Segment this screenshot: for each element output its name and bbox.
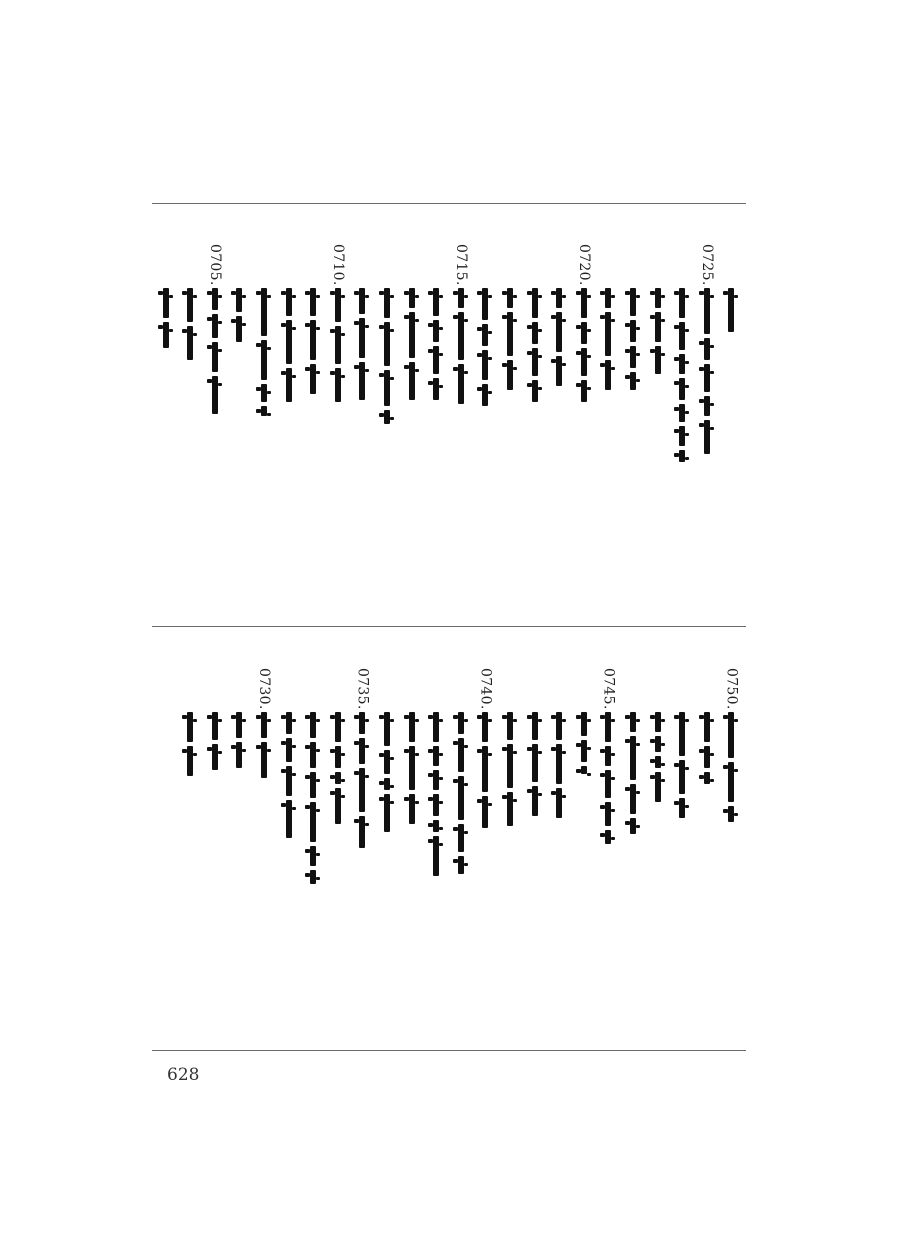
mongolian-script-line bbox=[212, 712, 218, 774]
mongolian-script-line bbox=[482, 288, 488, 410]
mongolian-script-line bbox=[679, 712, 685, 822]
script-word bbox=[630, 784, 636, 814]
script-word bbox=[507, 288, 513, 308]
text-column bbox=[573, 244, 595, 406]
script-word bbox=[236, 316, 242, 342]
script-word bbox=[212, 376, 218, 414]
mongolian-script-line bbox=[482, 712, 488, 832]
script-word bbox=[704, 772, 710, 784]
script-word bbox=[458, 824, 464, 852]
script-word bbox=[655, 736, 661, 752]
mongolian-script-line bbox=[679, 288, 685, 466]
script-word bbox=[728, 712, 734, 758]
mongolian-script-line bbox=[335, 712, 341, 828]
script-word bbox=[236, 288, 242, 312]
mongolian-script-line bbox=[409, 712, 415, 828]
mongolian-script-line bbox=[409, 288, 415, 404]
script-word bbox=[605, 802, 611, 826]
text-column bbox=[647, 244, 669, 378]
bottom-rule bbox=[152, 1050, 746, 1051]
mongolian-script-line bbox=[507, 288, 513, 394]
mongolian-script-line bbox=[556, 712, 562, 822]
mongolian-script-line bbox=[507, 712, 513, 830]
mongolian-script-line bbox=[187, 288, 193, 364]
script-word bbox=[482, 324, 488, 346]
script-word bbox=[261, 742, 267, 778]
script-word bbox=[433, 820, 439, 832]
text-column bbox=[253, 244, 275, 420]
script-word bbox=[261, 712, 267, 738]
script-word bbox=[605, 746, 611, 766]
mongolian-script-line bbox=[310, 712, 316, 888]
script-word bbox=[359, 712, 365, 734]
text-column bbox=[327, 668, 349, 828]
script-word bbox=[310, 742, 316, 768]
script-word bbox=[335, 288, 341, 322]
text-column bbox=[179, 668, 201, 780]
mongolian-script-line bbox=[581, 288, 587, 406]
text-column bbox=[622, 244, 644, 394]
text-column bbox=[351, 668, 373, 852]
text-column bbox=[155, 244, 177, 352]
script-word bbox=[433, 378, 439, 400]
mongolian-script-line bbox=[359, 288, 365, 404]
text-column bbox=[401, 244, 423, 404]
script-word bbox=[556, 712, 562, 740]
script-word bbox=[581, 712, 587, 736]
mongolian-script-line bbox=[163, 288, 169, 352]
script-word bbox=[679, 354, 685, 374]
script-word bbox=[704, 712, 710, 742]
mongolian-script-line bbox=[728, 712, 734, 826]
text-column bbox=[548, 668, 570, 822]
script-word bbox=[728, 806, 734, 822]
script-word bbox=[556, 744, 562, 784]
script-word bbox=[409, 712, 415, 742]
text-column bbox=[548, 244, 570, 390]
text-column bbox=[376, 668, 398, 836]
script-word bbox=[630, 288, 636, 316]
mongolian-script-line bbox=[630, 712, 636, 838]
script-word bbox=[433, 346, 439, 374]
script-word bbox=[507, 792, 513, 826]
script-word bbox=[482, 288, 488, 320]
script-word bbox=[335, 772, 341, 784]
mongolian-script-line bbox=[581, 712, 587, 778]
script-word bbox=[630, 818, 636, 834]
script-word bbox=[384, 794, 390, 832]
mongolian-script-line bbox=[187, 712, 193, 780]
text-column bbox=[671, 244, 693, 466]
script-word bbox=[605, 712, 611, 742]
script-word bbox=[261, 340, 267, 380]
script-word bbox=[286, 712, 292, 734]
script-word bbox=[704, 338, 710, 360]
text-column bbox=[696, 244, 718, 458]
text-column bbox=[474, 668, 496, 832]
line-number: 0750. bbox=[723, 668, 740, 710]
script-word bbox=[409, 288, 415, 308]
script-word bbox=[630, 736, 636, 780]
script-word bbox=[384, 370, 390, 406]
text-column bbox=[302, 668, 324, 888]
script-word bbox=[261, 288, 267, 336]
script-word bbox=[384, 778, 390, 790]
script-word bbox=[458, 312, 464, 360]
script-word bbox=[212, 744, 218, 770]
script-word bbox=[335, 712, 341, 742]
script-word bbox=[556, 288, 562, 308]
mongolian-script-line bbox=[458, 288, 464, 408]
script-word bbox=[679, 450, 685, 462]
text-column bbox=[179, 244, 201, 364]
script-word bbox=[310, 870, 316, 884]
script-word bbox=[310, 802, 316, 842]
mongolian-script-line bbox=[212, 288, 218, 418]
script-word bbox=[679, 798, 685, 818]
script-word bbox=[212, 314, 218, 338]
script-word bbox=[532, 322, 538, 344]
script-word bbox=[532, 744, 538, 782]
script-word bbox=[704, 746, 710, 768]
text-column bbox=[499, 668, 521, 830]
top-rule bbox=[152, 203, 746, 204]
script-word bbox=[212, 288, 218, 310]
script-word bbox=[187, 712, 193, 742]
text-column bbox=[573, 668, 595, 778]
script-word bbox=[433, 320, 439, 342]
mongolian-script-line bbox=[384, 712, 390, 836]
script-word bbox=[359, 768, 365, 812]
script-word bbox=[630, 372, 636, 390]
script-word bbox=[679, 426, 685, 446]
text-column bbox=[253, 668, 275, 782]
mongolian-script-line bbox=[359, 712, 365, 852]
mongolian-script-line bbox=[605, 288, 611, 394]
script-word bbox=[335, 746, 341, 768]
script-word bbox=[458, 776, 464, 820]
text-column bbox=[425, 244, 447, 404]
script-word bbox=[384, 410, 390, 424]
script-word bbox=[433, 794, 439, 816]
middle-rule bbox=[152, 626, 746, 627]
script-word bbox=[286, 368, 292, 402]
line-number: 0730. bbox=[256, 668, 272, 710]
script-word bbox=[630, 346, 636, 368]
mongolian-script-line bbox=[704, 288, 710, 458]
mongolian-script-line bbox=[532, 288, 538, 406]
script-word bbox=[310, 772, 316, 798]
line-number: 0745. bbox=[600, 668, 617, 710]
line-number: 0705. bbox=[206, 244, 223, 286]
script-word bbox=[605, 288, 611, 308]
script-word bbox=[359, 816, 365, 848]
text-column bbox=[720, 668, 742, 826]
text-column bbox=[450, 244, 472, 408]
script-word bbox=[679, 760, 685, 794]
text-column bbox=[401, 668, 423, 828]
script-word bbox=[704, 288, 710, 334]
script-word bbox=[359, 738, 365, 764]
text-column bbox=[376, 244, 398, 428]
script-word bbox=[532, 380, 538, 402]
script-word bbox=[581, 380, 587, 402]
script-word bbox=[507, 360, 513, 390]
script-word bbox=[507, 744, 513, 788]
line-number: 0735. bbox=[354, 668, 371, 710]
script-word bbox=[704, 420, 710, 454]
script-word bbox=[605, 770, 611, 798]
script-word bbox=[482, 712, 488, 742]
script-word bbox=[655, 346, 661, 374]
script-word bbox=[359, 362, 365, 400]
script-word bbox=[310, 364, 316, 394]
text-column bbox=[622, 668, 644, 838]
mongolian-script-line bbox=[556, 288, 562, 390]
script-word bbox=[630, 320, 636, 342]
script-word bbox=[409, 312, 415, 358]
script-word bbox=[482, 796, 488, 828]
script-word bbox=[556, 312, 562, 352]
script-word bbox=[433, 770, 439, 790]
script-word bbox=[433, 746, 439, 766]
line-number: 0740. bbox=[477, 668, 494, 710]
text-column bbox=[302, 244, 324, 398]
mongolian-script-line bbox=[236, 712, 242, 772]
text-column bbox=[278, 668, 300, 842]
script-word bbox=[605, 360, 611, 390]
text-column bbox=[720, 244, 742, 336]
script-word bbox=[384, 288, 390, 318]
mongolian-script-line bbox=[704, 712, 710, 788]
text-column bbox=[204, 244, 226, 418]
script-word bbox=[458, 738, 464, 772]
text-column bbox=[228, 244, 250, 346]
script-word bbox=[384, 750, 390, 774]
script-word bbox=[532, 786, 538, 816]
script-word bbox=[458, 288, 464, 308]
script-word bbox=[359, 318, 365, 358]
mongolian-script-line bbox=[236, 288, 242, 346]
script-word bbox=[458, 712, 464, 734]
mongolian-script-line bbox=[655, 288, 661, 378]
script-word bbox=[163, 322, 169, 348]
text-column bbox=[647, 668, 669, 806]
text-column bbox=[524, 668, 546, 820]
script-word bbox=[335, 368, 341, 402]
script-word bbox=[286, 288, 292, 316]
script-word bbox=[261, 406, 267, 416]
script-word bbox=[605, 312, 611, 356]
script-word bbox=[286, 800, 292, 838]
script-word bbox=[163, 288, 169, 318]
script-word bbox=[310, 846, 316, 866]
script-word bbox=[655, 712, 661, 732]
text-column bbox=[327, 244, 349, 406]
text-column bbox=[696, 668, 718, 788]
script-word bbox=[728, 762, 734, 802]
text-column bbox=[499, 244, 521, 394]
mongolian-script-line bbox=[261, 712, 267, 782]
page-number: 628 bbox=[167, 1065, 200, 1085]
line-number: 0710. bbox=[329, 244, 346, 286]
script-word bbox=[482, 350, 488, 380]
mongolian-script-line bbox=[630, 288, 636, 394]
script-word bbox=[679, 404, 685, 422]
script-word bbox=[433, 836, 439, 876]
script-word bbox=[581, 348, 587, 376]
script-word bbox=[532, 288, 538, 318]
mongolian-script-line bbox=[728, 288, 734, 336]
script-word bbox=[532, 348, 538, 376]
mongolian-script-line bbox=[532, 712, 538, 820]
script-word bbox=[409, 746, 415, 790]
script-word bbox=[187, 326, 193, 360]
text-column bbox=[204, 668, 226, 774]
text-column bbox=[450, 668, 472, 878]
text-column bbox=[524, 244, 546, 406]
mongolian-script-line bbox=[458, 712, 464, 878]
script-word bbox=[310, 712, 316, 738]
mongolian-script-line bbox=[433, 712, 439, 880]
script-word bbox=[581, 322, 587, 344]
script-word bbox=[679, 322, 685, 350]
mongolian-script-line bbox=[335, 288, 341, 406]
mongolian-script-line bbox=[286, 288, 292, 406]
script-word bbox=[556, 788, 562, 818]
line-number: 0720. bbox=[575, 244, 592, 286]
script-word bbox=[384, 322, 390, 366]
script-word bbox=[605, 830, 611, 844]
script-word bbox=[286, 766, 292, 796]
script-word bbox=[655, 772, 661, 802]
text-column bbox=[351, 244, 373, 404]
script-word bbox=[507, 712, 513, 740]
script-word bbox=[581, 766, 587, 774]
script-word bbox=[433, 712, 439, 742]
script-word bbox=[630, 712, 636, 732]
script-word bbox=[655, 312, 661, 342]
script-word bbox=[482, 384, 488, 406]
text-column bbox=[228, 668, 250, 772]
script-word bbox=[359, 288, 365, 314]
script-word bbox=[187, 288, 193, 322]
script-word bbox=[236, 712, 242, 738]
text-column bbox=[474, 244, 496, 410]
text-column bbox=[597, 668, 619, 848]
script-word bbox=[310, 288, 316, 316]
script-word bbox=[261, 384, 267, 402]
script-word bbox=[704, 396, 710, 416]
script-word bbox=[409, 794, 415, 824]
mongolian-script-line bbox=[310, 288, 316, 398]
script-word bbox=[458, 364, 464, 404]
script-word bbox=[532, 712, 538, 740]
script-word bbox=[212, 342, 218, 372]
script-word bbox=[409, 362, 415, 400]
text-column bbox=[278, 244, 300, 406]
line-number: 0715. bbox=[452, 244, 469, 286]
text-column bbox=[597, 244, 619, 394]
script-word bbox=[679, 378, 685, 400]
script-word bbox=[679, 288, 685, 318]
mongolian-script-line bbox=[261, 288, 267, 420]
script-word bbox=[335, 326, 341, 364]
mongolian-script-line bbox=[655, 712, 661, 806]
mongolian-script-line bbox=[384, 288, 390, 428]
line-number: 0725. bbox=[698, 244, 715, 286]
script-word bbox=[384, 712, 390, 746]
script-word bbox=[581, 740, 587, 762]
script-word bbox=[212, 712, 218, 740]
script-word bbox=[655, 756, 661, 768]
mongolian-script-line bbox=[433, 288, 439, 404]
mongolian-script-line bbox=[286, 712, 292, 842]
script-word bbox=[581, 288, 587, 318]
mongolian-script-line bbox=[605, 712, 611, 848]
script-word bbox=[482, 746, 488, 792]
text-column bbox=[425, 668, 447, 880]
script-word bbox=[704, 364, 710, 392]
script-word bbox=[187, 746, 193, 776]
script-word bbox=[655, 288, 661, 308]
script-word bbox=[286, 738, 292, 762]
script-word bbox=[507, 312, 513, 356]
script-word bbox=[728, 288, 734, 332]
script-word bbox=[556, 356, 562, 386]
script-word bbox=[310, 320, 316, 360]
script-word bbox=[286, 320, 292, 364]
script-word bbox=[433, 288, 439, 316]
text-column bbox=[671, 668, 693, 822]
script-word bbox=[335, 788, 341, 824]
script-word bbox=[236, 742, 242, 768]
script-word bbox=[679, 712, 685, 756]
script-word bbox=[458, 856, 464, 874]
